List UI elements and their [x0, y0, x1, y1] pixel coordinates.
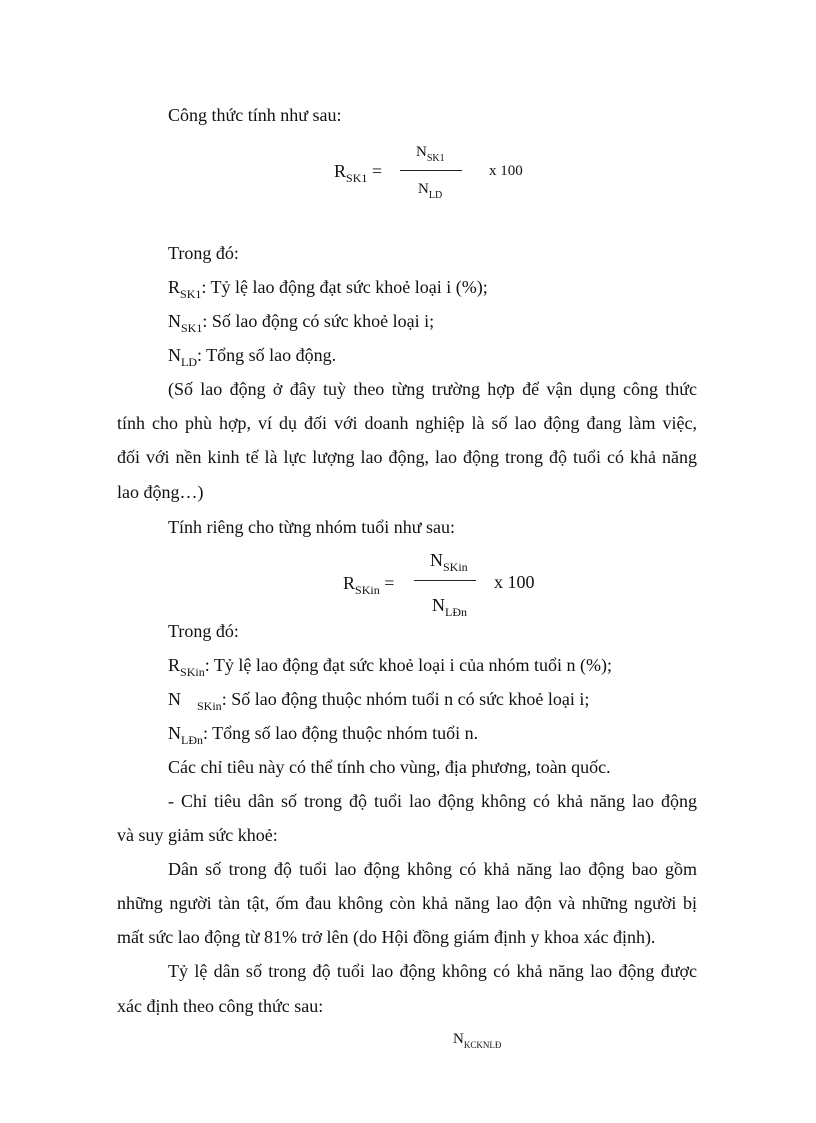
para2-line-3: mất sức lao động từ 81% trở lên (do Hội đồng giám định y khoa xác định).	[117, 927, 656, 947]
def2-n-skin: N $_{SKin}$: Số lao động thuộc nhóm tuổi n có sức khoẻ loại i;	[168, 689, 590, 713]
formula2-numerator: $N_{SKin}$	[430, 550, 468, 574]
para1-line-3: đối với nền kinh tế là lực lượng lao động, lao động trong độ tuổi có khả năng	[117, 447, 697, 467]
indicator-line-1: - Chỉ tiêu dân số trong độ tuổi lao động không có khả năng lao động	[168, 791, 697, 811]
def2-n-ldn: $N_{LĐn}$: Tổng số lao động thuộc nhóm tuổi n.	[168, 723, 479, 747]
def2-r-skin: $R_{SKin}$: Tỷ lệ lao động đạt sức khoẻ loại i của nhóm tuổi n (%);	[168, 655, 613, 679]
def1-r-sk1: $R_{SK1}$: Tỷ lệ lao động đạt sức khoẻ loại i (%);	[168, 277, 488, 301]
formula2-denominator: $N_{LĐn}$	[432, 595, 467, 619]
para2-line-2: những người tàn tật, ốm đau không còn khả năng lao độn và những người bị	[117, 893, 697, 913]
intro-text: Công thức tính như sau:	[168, 105, 342, 125]
def1-n-sk1: $N_{SK1}$: Số lao động có sức khoẻ loại i;	[168, 311, 435, 335]
para1-line-1: (Số lao động ở đây tuỳ theo từng trường hợp để vận dụng công thức	[168, 379, 697, 399]
formula2-lhs: $R_{SKin}$ =	[343, 573, 395, 597]
indicator-line-2: và suy giảm sức khoẻ:	[117, 825, 278, 845]
intro2-text: Tính riêng cho từng nhóm tuổi như sau:	[168, 517, 455, 537]
para3-line-1: Tỷ lệ dân số trong độ tuổi lao động không có khả năng lao động được	[168, 961, 697, 981]
formula1-numerator: $N_{SK1}$	[416, 144, 445, 164]
formula1-multiplier: x 100	[489, 163, 523, 179]
para1-line-4: lao động…)	[117, 482, 204, 502]
formula2-multiplier: x 100	[494, 572, 535, 592]
para3-line-2: xác định theo công thức sau:	[117, 996, 324, 1016]
where2-label: Trong đó:	[168, 621, 239, 641]
formula1-fraction-bar	[400, 170, 462, 171]
para2-line-1: Dân số trong độ tuổi lao động không có khả năng lao động bao gồm	[168, 859, 697, 879]
where1-label: Trong đó:	[168, 243, 239, 263]
def1-n-ld: $N_{LD}$: Tổng số lao động.	[168, 345, 337, 369]
formula1-denominator: $N_{LD}$	[418, 181, 443, 201]
para1-line-2: tính cho phù hợp, ví dụ đối với doanh nghiệp là số lao động đang làm việc,	[117, 413, 697, 433]
formula3-numerator: $N_{KCKNLĐ}$	[453, 1031, 502, 1050]
formula1-lhs: $R_{SK1}$ =	[334, 161, 383, 185]
scope-text: Các chỉ tiêu này có thể tính cho vùng, địa phương, toàn quốc.	[168, 757, 611, 777]
formula2-fraction-bar	[414, 580, 476, 581]
